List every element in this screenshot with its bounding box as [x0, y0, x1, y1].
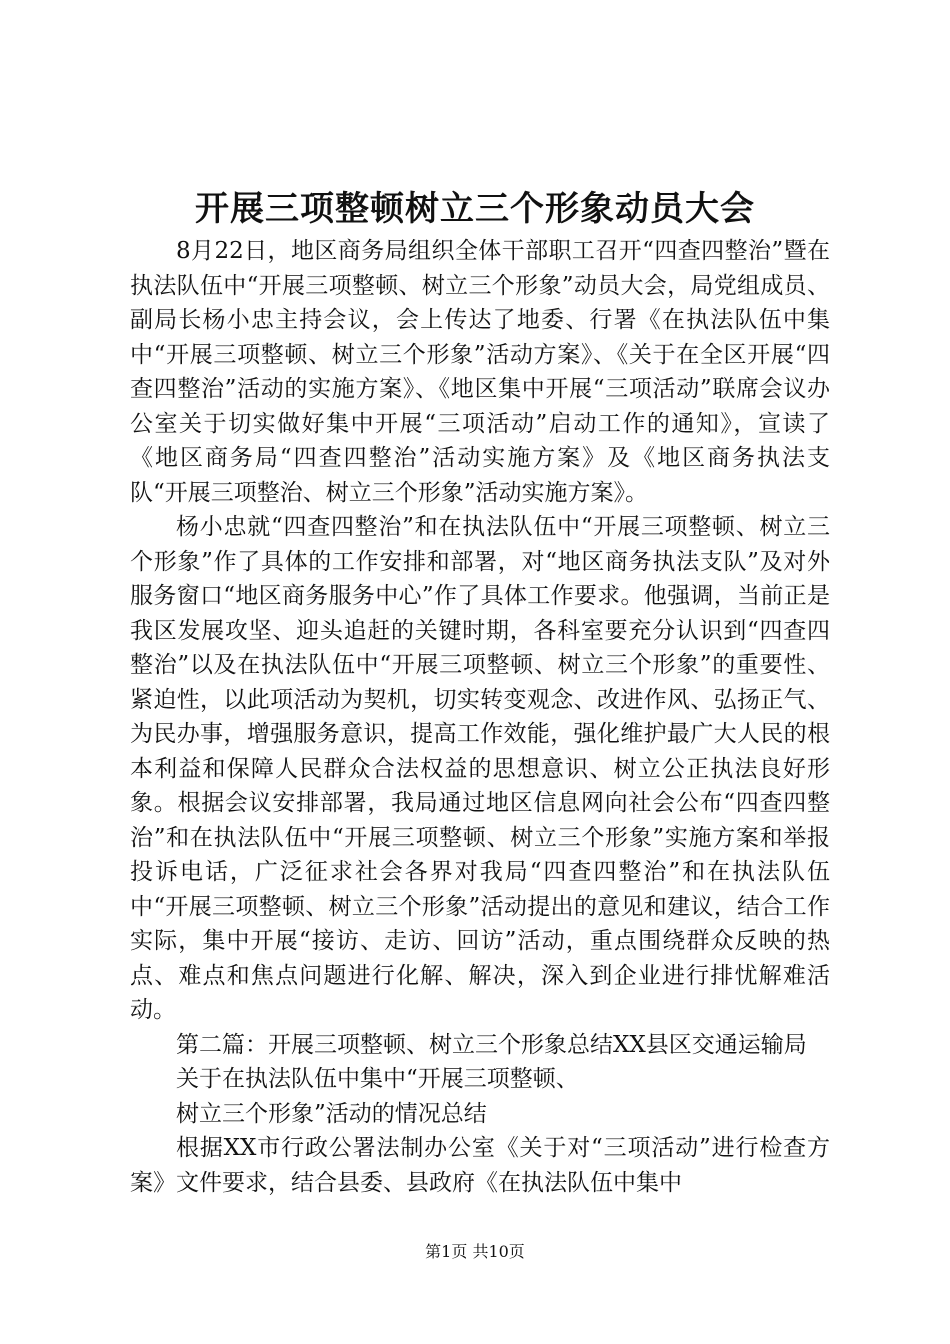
- document-title: 开展三项整顿树立三个形象动员大会: [195, 189, 755, 229]
- document-body: [130, 234, 830, 1200]
- paragraph: 根据XX市行政公署法制办公室《关于对“三项活动”进行检查方案》文件要求，结合县委、县政府《在执法队伍中集中: [130, 1135, 830, 1196]
- subheading-line: 关于在执法队伍中集中“开展三项整顿、: [176, 1066, 579, 1092]
- paragraph: 杨小忠就“四查四整治”和在执法队伍中“开展三项整顿、树立三个形象”作了具体的工作安排和部署，对“地区商务执法支队”及对外服务窗口“地区商务服务中心”作了具体工作要求。他强调，当前正是我区发展攻坚、迎头追赶的关键时期，各科室要充分认识到“四查四整治”以及在执法队伍中“开展三项整顿、树立三个形象”的重要性、紧迫性，以此项活动为契机，切实转变观念、改进作风、弘扬正气、为民办事，增强服务意识，提高工作效能，强化维护最广大人民的根本利益和保障人民群众合法权益的思想意识、树立公正执法良好形象。根据会议安排部署，我局通过地区信息网向社会公布“四查四整治”和在执法队伍中“开展三项整顿、树立三个形象”实施方案和举报投诉电话，广泛征求社会各界对我局“四查四整治”和在执法队伍中“开展三项整顿、树立三个形象”活动提出的意见和建议，结合工作实际，集中开展“接访、走访、回访”活动，重点围绕群众反映的热点、难点和焦点问题进行化解、解决，深入到企业进行排忧解难活动。: [130, 514, 830, 1023]
- paragraph: 第二篇：开展三项整顿、树立三个形象总结XX县区交通运输局: [176, 1031, 807, 1058]
- subheading-line: 树立三个形象”活动的情况总结: [176, 1100, 487, 1127]
- page-footer: 第1页 共10页: [425, 1242, 525, 1261]
- paragraph: 8月22日，地区商务局组织全体干部职工召开“四查四整治”暨在执法队伍中“开展三项整顿、树立三个形象”动员大会，局党组成员、副局长杨小忠主持会议，会上传达了地委、行署《在执法队伍中集中“开展三项整顿、树立三个形象”活动方案》、《关于在全区开展“四查四整治”活动的实施方案》、《地区集中开展“三项活动”联席会议办公室关于切实做好集中开展“三项活动”启动工作的通知》，宣读了《地区商务局“四查四整治”活动实施方案》及《地区商务执法支队“开展三项整治、树立三个形象”活动实施方案》。: [130, 238, 830, 506]
